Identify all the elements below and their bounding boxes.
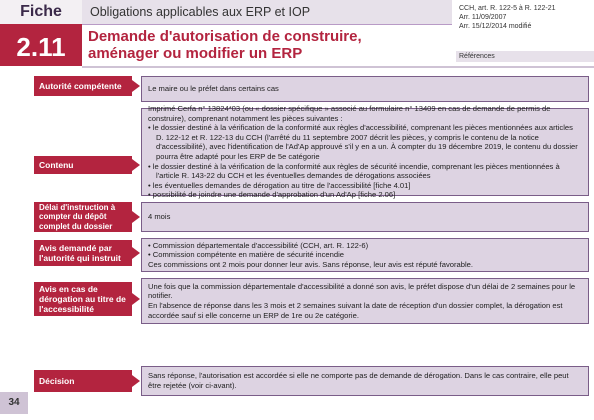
content-line: Une fois que la commission départementale d'accessibilité a donné son avis, le préfet dispose d'un délai de 2 semaines pour le notifier.: [148, 281, 576, 301]
reference-item: Arr. 11/09/2007: [459, 14, 507, 21]
content-line: En l'absence de réponse dans les 3 mois et 2 semaines suivant la date de réception d'un dossier complet, la dérogation est accordée sauf si elle concerne un ERP de 1re ou 2e catégorie.: [148, 301, 563, 320]
content-line: Le maire ou le préfet dans certains cas: [148, 84, 279, 94]
row-content: [141, 202, 589, 232]
page-title: [88, 28, 448, 62]
fiche-label: Fiche: [0, 0, 82, 24]
content-bullet: • Commission départementale d'accessibilité (CCH, art. R. 122-6): [148, 240, 369, 250]
category-label: Obligations applicables aux ERP et IOP: [90, 5, 311, 19]
arrow-icon: [132, 80, 140, 92]
content-line: 4 mois: [148, 212, 171, 222]
row-label: Autorité compétente: [34, 76, 132, 96]
content-bullet: • possibilité de joindre une demande d'approbation d'un Ad'Ap [fiche 2.06]: [148, 190, 396, 200]
row-label: Délai d'instruction à compter du dépôt complet du dossier: [34, 202, 132, 232]
category-bar: [82, 0, 452, 25]
content-bullet: • le dossier destiné à la vérification de la conformité aux règles d'accessibilité, comprenant les pièces mentionnées aux articles D. 122-12 et R. 122-13 du CCH (l'arrêté du 11 septembre 2007 décrit les pièces, y compris le contenu de la notice d'accessibilité), avec l'identification de l'Ad'Ap approuvé s'il y en a un. À compter du 19 décembre 2019, le contenu du dossier pourra être adapté pour les ERP de 5e catégorie: [148, 123, 578, 161]
references-label: Références: [456, 51, 594, 62]
content-bullet: • Commission compétente en matière de sécurité incendie: [148, 250, 344, 260]
arrow-icon: [132, 293, 140, 305]
reference-item: Arr. 15/12/2014 modifié: [459, 23, 532, 30]
row-content: [141, 238, 589, 272]
arrow-icon: [132, 159, 140, 171]
row-content: [141, 366, 589, 396]
references-box: [456, 0, 594, 66]
content-line: Sans réponse, l'autorisation est accordée si elle ne comporte pas de demande de dérogation. Dans le cas contraire, elle peut être rejetée (voir ci-avant).: [148, 371, 569, 390]
arrow-icon: [132, 375, 140, 387]
title-line-2: aménager ou modifier un ERP: [88, 45, 303, 62]
row-label: Avis demandé par l'autorité qui instruit: [34, 240, 132, 266]
row-content: [141, 104, 589, 200]
content-bullet: • le dossier destiné à la vérification de la conformité aux règles de sécurité incendie, comprenant les pièces mentionnées à l'article R. 143-22 du CCH et les éventuelles demandes de dérogations associées: [148, 161, 560, 181]
fiche-badge: [0, 0, 82, 66]
title-line-1: Demande d'autorisation de construire,: [88, 28, 362, 45]
row-label: Avis en cas de dérogation au titre de l'accessibilité: [34, 282, 132, 316]
page-number: 34: [0, 392, 28, 414]
header-divider: [82, 66, 594, 68]
content-line: Imprimé Cerfa n° 13824*03 (ou « dossier spécifique » associé au formulaire n° 13409 en cas de demande de permis de construire), comprenant notamment les pièces suivantes :: [148, 104, 551, 123]
row-label: Contenu: [34, 156, 132, 174]
content-bullet: • les éventuelles demandes de dérogation au titre de l'accessibilité [fiche 4.01]: [148, 180, 411, 190]
reference-item: CCH, art. R. 122-5 à R. 122-21: [459, 5, 556, 12]
fiche-number: 2.11: [16, 32, 66, 62]
content-line: Ces commissions ont 2 mois pour donner leur avis. Sans réponse, leur avis est réputé favorable.: [148, 259, 474, 269]
row-content: [141, 76, 589, 102]
arrow-icon: [132, 211, 140, 223]
arrow-icon: [132, 247, 140, 259]
row-content: [141, 278, 589, 324]
row-label: Décision: [34, 370, 132, 392]
